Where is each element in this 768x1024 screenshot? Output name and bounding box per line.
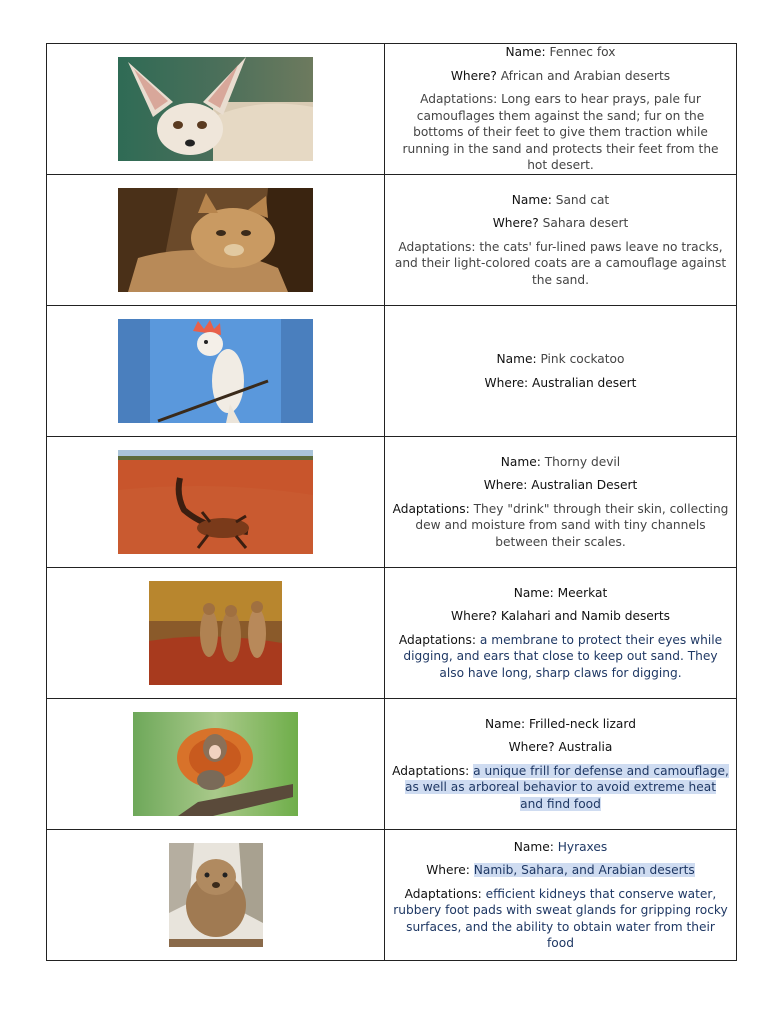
where-label: Where: (483, 478, 528, 493)
where-label: Where: (426, 863, 470, 877)
name-value: Hyraxes (557, 839, 608, 854)
adaptations-label: Adaptations: (392, 501, 470, 516)
where-value: Kalahari and Namib deserts (500, 609, 670, 624)
image-cell (47, 44, 385, 175)
where-value: Australia (558, 740, 613, 755)
table-row (47, 830, 737, 961)
where-line (392, 215, 729, 232)
name-line (392, 454, 729, 471)
name-line (392, 716, 729, 733)
name-label: Name: (500, 454, 541, 469)
adaptations-value: a unique frill for defense and camouflage, as well as arboreal behavior to avoid extreme heat and find food (405, 763, 729, 811)
adaptations-line (392, 239, 729, 289)
name-label: Name: (485, 716, 526, 731)
adaptations-label: Adaptations: (398, 632, 476, 647)
table-row (47, 306, 737, 437)
info-cell (385, 175, 737, 306)
where-line (392, 608, 729, 625)
table-row (47, 699, 737, 830)
adaptations-label: Adaptations: (392, 763, 470, 778)
name-value: Thorny devil (544, 454, 621, 469)
where-label: Where? (451, 609, 498, 624)
info-cell (385, 830, 737, 961)
table-row (47, 568, 737, 699)
where-line (392, 739, 729, 756)
name-value: Fennec fox (549, 45, 616, 60)
fennec-fox-photo (118, 57, 313, 161)
image-cell (47, 568, 385, 699)
name-value: Meerkat (557, 585, 608, 600)
name-value: Pink cockatoo (540, 352, 625, 366)
name-value: Frilled-neck lizard (528, 716, 636, 731)
adaptations-value: Long ears to hear prays, pale fur camouflages them against the sand; fur on the bottoms of their feet to give them traction while running in the sand and protects their feet from the hot desert. (402, 92, 719, 173)
adaptations-line (392, 91, 729, 174)
name-line (392, 44, 729, 61)
adaptations-line (392, 763, 729, 813)
adaptations-line (392, 501, 729, 551)
where-line (392, 68, 729, 85)
adaptations-label: Adaptations: (420, 92, 498, 107)
adaptations-line (392, 632, 729, 682)
info-cell (385, 44, 737, 175)
name-label: Name: (511, 192, 552, 207)
info-cell (385, 699, 737, 830)
where-label: Where? (508, 740, 555, 755)
name-line (392, 839, 729, 856)
adaptations-value: a membrane to protect their eyes while digging, and ears that close to keep out sand. They also have long, sharp claws for digging. (403, 632, 723, 680)
name-label: Name: (513, 839, 554, 854)
image-cell (47, 699, 385, 830)
info-cell (385, 568, 737, 699)
image-cell (47, 437, 385, 568)
name-label: Name: (496, 352, 537, 366)
info-cell (385, 306, 737, 437)
adaptations-line (392, 886, 729, 952)
where-label: Where? (450, 68, 497, 83)
name-label: Name: (505, 45, 546, 60)
name-line (392, 192, 729, 209)
sand-cat-photo (118, 188, 313, 292)
where-value: Australian desert (532, 375, 637, 390)
table-row (47, 44, 737, 175)
where-label: Where? (492, 216, 539, 231)
name-line (392, 585, 729, 602)
where-value: Namib, Sahara, and Arabian deserts (473, 863, 695, 877)
pink-cockatoo-photo (118, 319, 313, 423)
where-line (392, 862, 729, 879)
image-cell (47, 830, 385, 961)
thorny-devil-photo (118, 450, 313, 554)
table-row (47, 175, 737, 306)
name-label: Name: (513, 585, 554, 600)
adaptations-label: Adaptations: (398, 239, 476, 254)
table-row (47, 437, 737, 568)
info-cell (385, 437, 737, 568)
image-cell (47, 175, 385, 306)
where-label: Where: (484, 375, 529, 390)
animals-table (46, 43, 737, 961)
name-line (392, 351, 729, 368)
meerkat-photo (149, 581, 282, 685)
name-value: Sand cat (555, 192, 610, 207)
where-value: Australian Desert (531, 478, 638, 493)
frilled-neck-lizard-photo (133, 712, 298, 816)
where-line (392, 477, 729, 494)
adaptations-value: efficient kidneys that conserve water, rubbery foot pads with sweat glands for gripping rocky surfaces, and the ability to obtain water from their food (393, 886, 728, 950)
hyraxes-photo (169, 843, 263, 947)
adaptations-value: the cats' fur-lined paws leave no tracks, and their light-colored coats are a camouflage against the sand. (394, 239, 727, 287)
where-value: African and Arabian deserts (500, 68, 671, 83)
adaptations-value: They "drink" through their skin, collecting dew and moisture from sand with tiny channels between their scales. (415, 501, 729, 549)
image-cell (47, 306, 385, 437)
where-line (392, 375, 729, 392)
adaptations-label: Adaptations: (404, 886, 482, 901)
where-value: Sahara desert (542, 216, 629, 231)
